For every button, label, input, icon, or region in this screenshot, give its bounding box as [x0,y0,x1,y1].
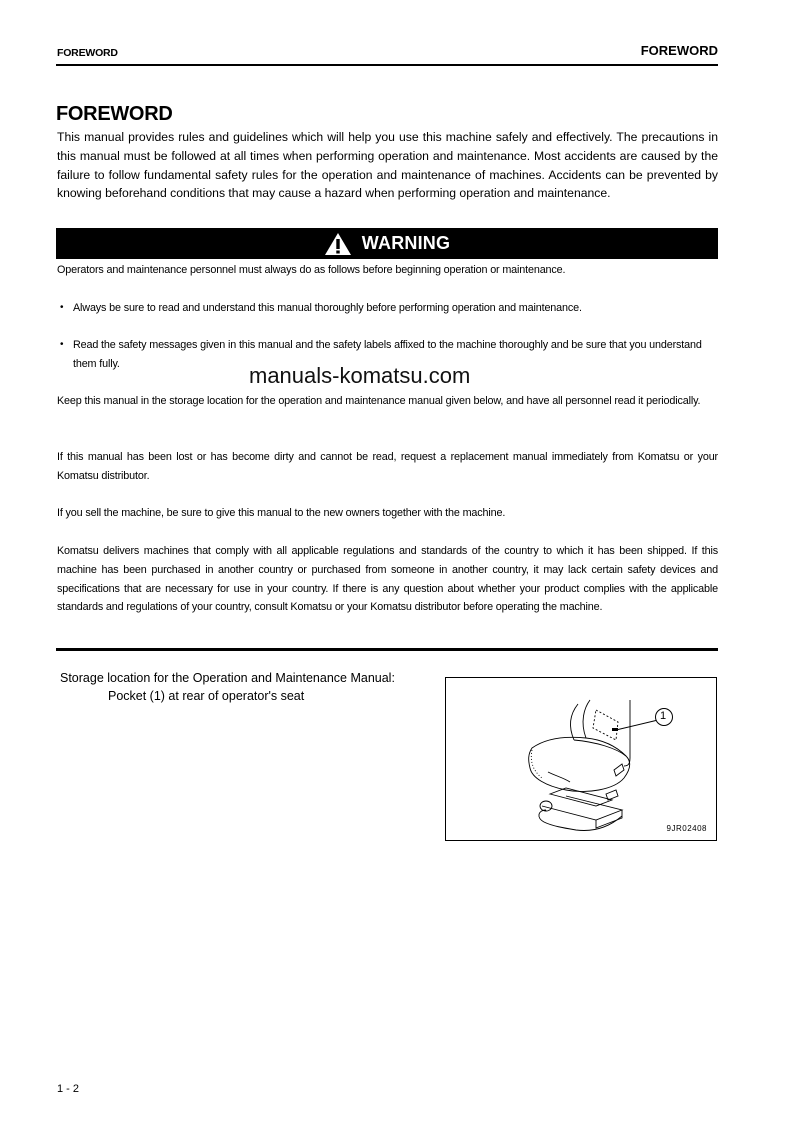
page-number: 1 - 2 [57,1083,80,1095]
page-header-left: FOREWORD [57,47,118,59]
warning-bullet-text: Always be sure to read and understand this manual thoroughly before performing operation and maintenance. [73,302,582,314]
storage-location-label: Storage location for the Operation and Maintenance Manual: [60,671,395,685]
page-title: FOREWORD [56,103,173,125]
storage-location-value: Pocket (1) at rear of operator's seat [108,689,305,703]
warning-lead-text: Operators and maintenance personnel must always do as follows before beginning operation or maintenance. [57,264,566,276]
warning-bullet [60,299,718,318]
bullet-icon: • [60,339,64,350]
warning-bullet-text: Read the safety messages given in this manual and the safety labels affixed to the machine thoroughly and be sure that you understand them fully. [73,339,702,370]
warning-label: WARNING [361,233,451,253]
watermark-text: manuals-komatsu.com [249,363,471,388]
page-header-right: FOREWORD [640,43,718,58]
resale-paragraph: If you sell the machine, be sure to give this manual to the new owners together with the machine. [57,507,506,519]
operator-seat-figure [445,677,717,841]
intro-paragraph: This manual provides rules and guidelines which will help you use this machine safely and effectively. The precautions in this manual must be followed at all times when performing operation and maintenance. Most accidents are caused by the failure to follow fundamental safety rules for the operation and maintenance of machines. Accidents can be prevented by knowing beforehand conditions that may cause a hazard when performing operation and maintenance. [57,130,718,201]
warning-banner [56,228,718,259]
operator-seat-illustration [446,678,718,842]
replacement-paragraph: If this manual has been lost or has become dirty and cannot be read, request a replacement manual immediately from Komatsu or your Komatsu distributor. [57,451,718,482]
storage-paragraph: Keep this manual in the storage location for the operation and maintenance manual given below, and have all personnel read it periodically. [57,395,701,407]
bullet-icon: • [60,302,64,313]
callout-number: 1 [660,710,667,722]
compliance-paragraph: Komatsu delivers machines that comply with all applicable regulations and standards of the country to which it has been shipped. If this machine has been purchased in another country or purchased from someone in another country, it may lack certain safety devices and specifications that are necessary for use in your country. If there is any question about whether your product complies with the applicable standards and regulations of your country, consult Komatsu or your Komatsu distributor before operating the machine. [57,545,718,614]
warning-triangle-icon [324,232,352,256]
header-divider [56,64,718,66]
section-divider [56,648,718,651]
figure-code: 9JR02408 [666,824,707,833]
